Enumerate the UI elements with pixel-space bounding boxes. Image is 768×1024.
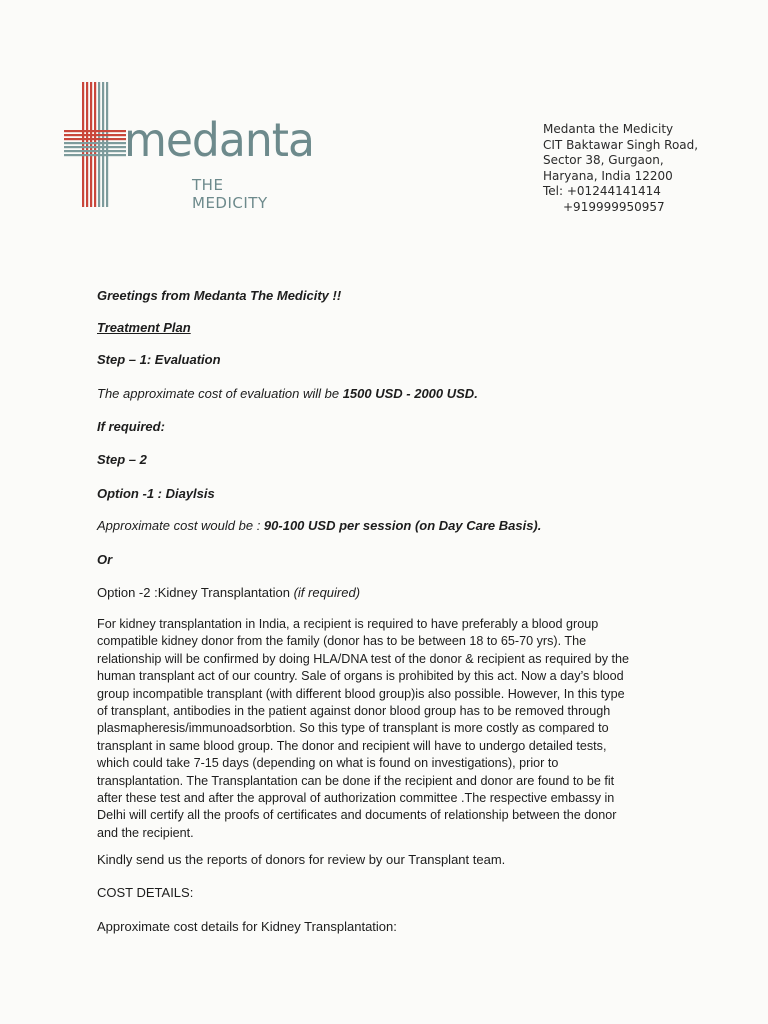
paragraph-line: Delhi will certify all the proofs of certificates and documents of relationship between the donor [97, 808, 617, 823]
or-separator: Or [97, 552, 113, 567]
option1-heading: Option -1 : Diaylsis [97, 486, 215, 501]
cost-details-intro: Approximate cost details for Kidney Transplantation: [97, 919, 397, 934]
paragraph-line: human transplant act of our country. Sale of organs is prohibited by this act. Now a day’s blood [97, 669, 624, 684]
paragraph-line: which could take 7-15 days (depending on what is found on investigations), prior to [97, 756, 559, 771]
address-line: Haryana, India 12200 [543, 168, 673, 183]
step2-heading: Step – 2 [97, 452, 147, 467]
paragraph-line: compatible kidney donor from the family (donor has to be between 18 to 65-70 yrs). The [97, 634, 587, 649]
paragraph-line: For kidney transplantation in India, a recipient is required to have preferably a blood group [97, 617, 599, 631]
address-phone: Tel: +01244141414 [543, 184, 661, 198]
dialysis-line [97, 518, 541, 533]
medanta-logo [64, 82, 314, 212]
address-line: Medanta the Medicity [543, 122, 674, 136]
plan-heading: Treatment Plan [97, 320, 191, 335]
greeting: Greetings from Medanta The Medicity !! [97, 288, 342, 303]
brand-wordmark: medanta [124, 113, 314, 168]
evaluation-line [97, 386, 478, 401]
paragraph-line: transplant in same blood group. The donor and recipient will have to undergo detailed tests, [97, 738, 607, 753]
reports-request: Kindly send us the reports of donors for review by our Transplant team. [97, 852, 506, 867]
address-line: CIT Baktawar Singh Road, [543, 137, 699, 152]
paragraph-line: after these test and after the approval of authorization committee .The respective embassy in [97, 791, 615, 806]
evaluation-text: The approximate cost of evaluation will be [97, 386, 343, 401]
option2-heading [97, 585, 360, 600]
brand-tagline: THE MEDICITY [192, 176, 268, 212]
paragraph-line: and the recipient. [97, 825, 194, 840]
option2-label: Option -2 :Kidney Transplantation [97, 585, 294, 600]
paragraph-line: transplantation. The Transplantation can be done if the recipient and donor are found to be fit [97, 773, 615, 788]
if-required: If required: [97, 419, 165, 434]
paragraph-line: plasmapheresis/immunoadsorbtion. So this type of transplant is more costly as compared to [97, 721, 609, 736]
paragraph-line: group incompatible transplant (with different blood group)is also possible. However, In this type [97, 686, 625, 701]
paragraph-line: of transplant, antibodies in the patient against donor blood group has to be removed through [97, 704, 611, 719]
address-line: Sector 38, Gurgaon, [543, 153, 664, 167]
transplant-paragraph [97, 616, 677, 842]
dialysis-cost: 90-100 USD per session (on Day Care Basis). [263, 518, 542, 533]
step1-heading: Step – 1: Evaluation [97, 352, 221, 367]
hospital-address [543, 122, 743, 215]
evaluation-cost: 1500 USD - 2000 USD. [342, 386, 478, 401]
dialysis-text: Approximate cost would be : [97, 518, 264, 533]
medanta-cross-icon [64, 82, 126, 207]
cost-details-heading: COST DETAILS: [97, 885, 194, 900]
paragraph-line: relationship will be confirmed by doing HLA/DNA test of the donor & recipient as required by the [97, 651, 630, 666]
address-phone: +919999950957 [563, 199, 665, 214]
option2-note: (if required) [293, 585, 361, 600]
